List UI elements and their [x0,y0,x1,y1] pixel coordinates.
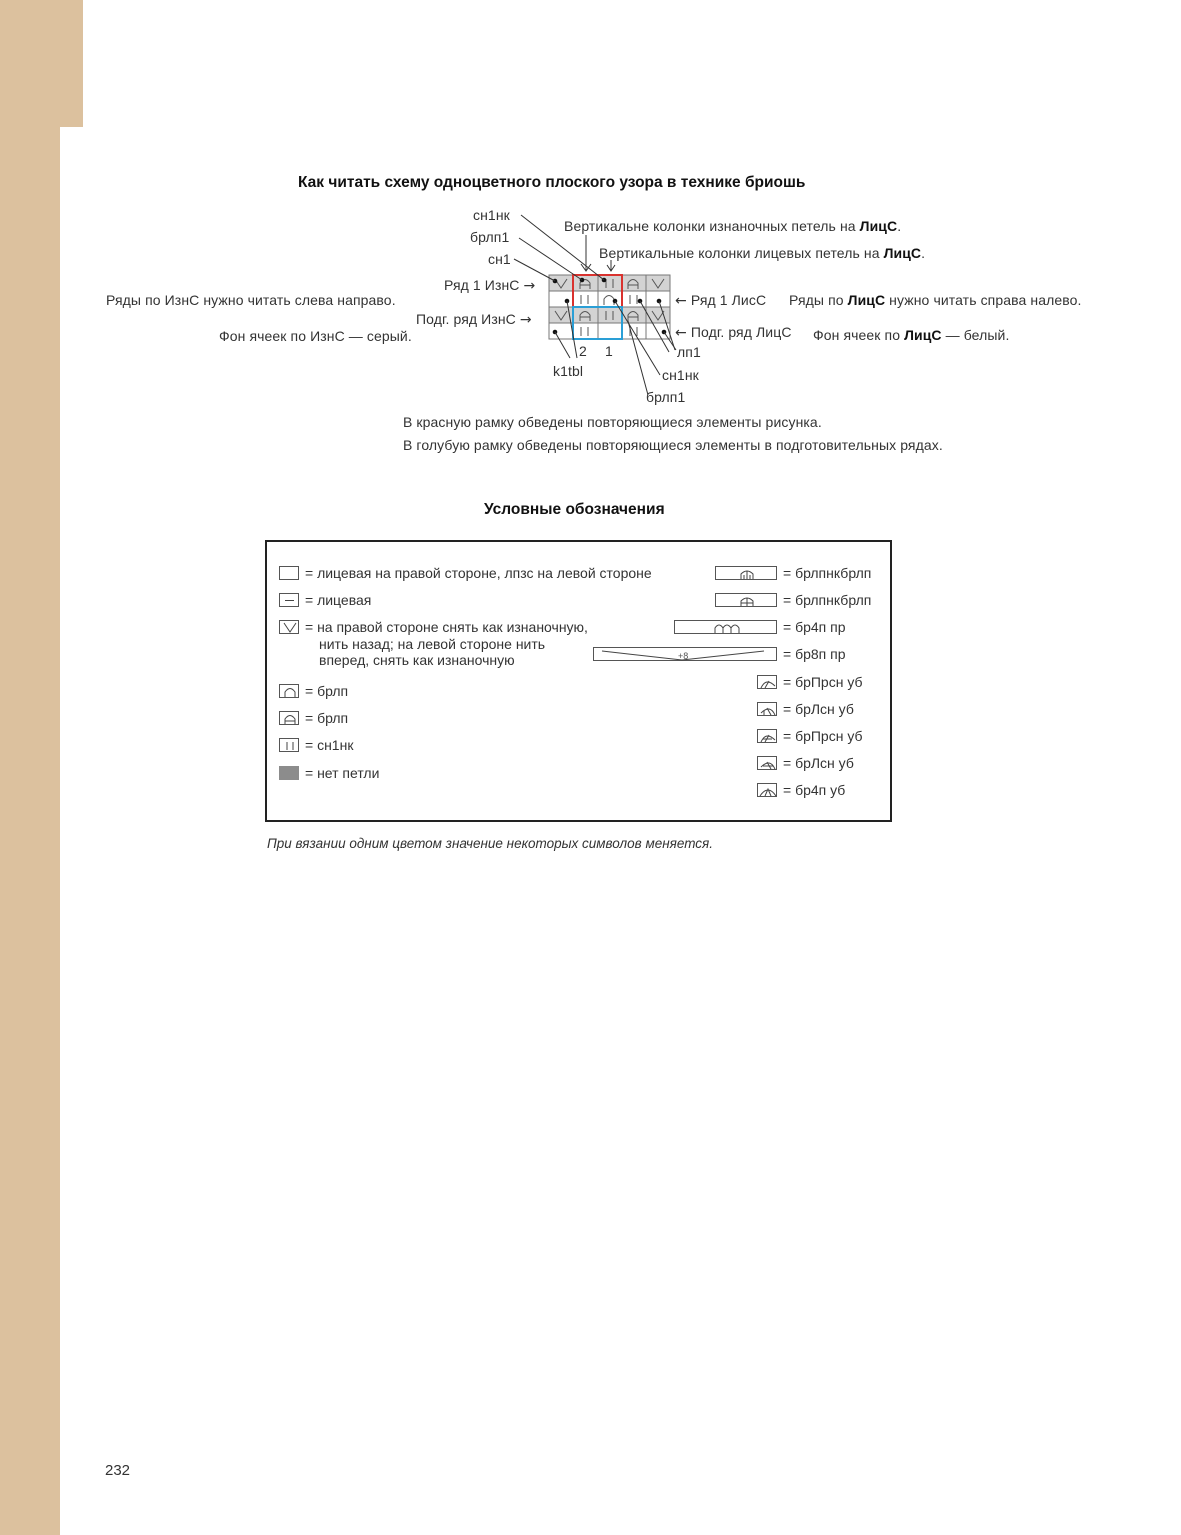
empty-square-icon [279,566,299,580]
ws-prep-row-background [549,307,670,323]
gray-fill-icon [279,766,299,780]
label-row1-ws: Ряд 1 ИзнС → [444,277,536,294]
double-bar-icon [279,738,299,752]
diagram-title: Как читать схему одноцветного плоского узора в технике бриошь [298,174,806,191]
rs-prep-row-background [549,323,670,339]
brlsn-ub-icon [757,702,777,716]
label-lp1: лп1 [677,344,701,360]
brioche-chart-diagram [0,0,1181,470]
legend-left-item-4: = брлп [305,683,349,699]
legend-right-item-8: = брЛсн уб [783,755,854,771]
label-vertical-purl-columns: Вертикальне колонки изнаночных петель на ЛицС. [564,218,902,234]
brlpnkbrlp-alt-icon [715,593,777,607]
legend-left-item-1: = лицевая на правой стороне, лпзс на левой стороне [305,565,652,581]
brprsn-ub-icon [757,675,777,689]
br8p-wedge-label: +8 [678,651,689,661]
label-vertical-knit-columns: Вертикальные колонки лицевых петель на ЛицС. [599,245,926,261]
legend-right-item-1: = брлпнкбрлп [783,565,872,581]
brprsn-ub-alt-icon [757,729,777,743]
legend-left-item-3-line-2: нить назад; на левой стороне нить [319,636,546,652]
legend-right-item-5: = брПрсн уб [783,674,863,690]
v-slip-icon [279,620,299,634]
label-bottom-brlp1: брлп1 [646,389,686,405]
legend-right-item-9: = бр4п уб [783,782,846,798]
label-bottom-sn1nk: сн1нк [662,367,699,383]
label-rs-background: Фон ячеек по ЛицС — белый. [813,327,1010,343]
legend-title: Условные обозначения [484,501,665,518]
label-top-brlp1: брлп1 [470,229,510,245]
label-prep-row-rs: ← Подг. ряд ЛицС [675,324,792,341]
legend-left-item-5: = брлп [305,710,349,726]
br4p-pr-icon [674,620,777,634]
label-column-1: 1 [605,343,613,359]
legend-left-item-3-line-1: = на правой стороне снять как изнаночную, [305,619,588,635]
label-top-sn1: сн1 [488,251,511,267]
note-blue-frame: В голубую рамку обведены повторяющиеся элементы в подготовительных рядах. [403,437,943,453]
legend-right-item-3: = бр4п пр [783,619,846,635]
brlsn-ub-alt-icon [757,756,777,770]
arch-icon [279,684,299,698]
label-rs-read-direction: Ряды по ЛицС нужно читать справа налево. [789,292,1082,308]
dash-icon [279,593,299,607]
legend-right-item-4: = бр8п пр [783,646,846,662]
page-number: 232 [105,1462,131,1479]
label-row1-rs: ← Ряд 1 ЛисС [675,292,767,309]
footnote: При вязании одним цветом значение некоторых символов меняется. [267,836,714,851]
br4p-ub-icon [757,783,777,797]
label-ws-read-direction: Ряды по ИзнС нужно читать слева направо. [106,292,396,308]
legend-left-item-2: = лицевая [305,592,372,608]
label-k1tbl: k1tbl [553,363,584,379]
brlpnkbrlp-icon [715,566,777,580]
legend-right-item-6: = брЛсн уб [783,701,854,717]
legend-left-item-7: = нет петли [305,765,380,781]
note-red-frame: В красную рамку обведены повторяющиеся элементы рисунка. [403,414,822,430]
label-prep-row-ws: Подг. ряд ИзнС → [416,311,532,328]
label-column-2: 2 [579,343,587,359]
arch-bar-icon [279,711,299,725]
label-top-sn1nk: сн1нк [473,207,510,223]
legend-left-item-6: = сн1нк [305,737,354,753]
label-ws-background: Фон ячеек по ИзнС — серый. [219,328,412,344]
legend-left-item-3-line-3: вперед, снять как изнаночную [319,652,515,668]
ws-row1-background [549,275,670,291]
legend-right-item-7: = брПрсн уб [783,728,863,744]
br8p-pr-icon [593,647,777,661]
legend-right-item-2: = брлпнкбрлп [783,592,872,608]
